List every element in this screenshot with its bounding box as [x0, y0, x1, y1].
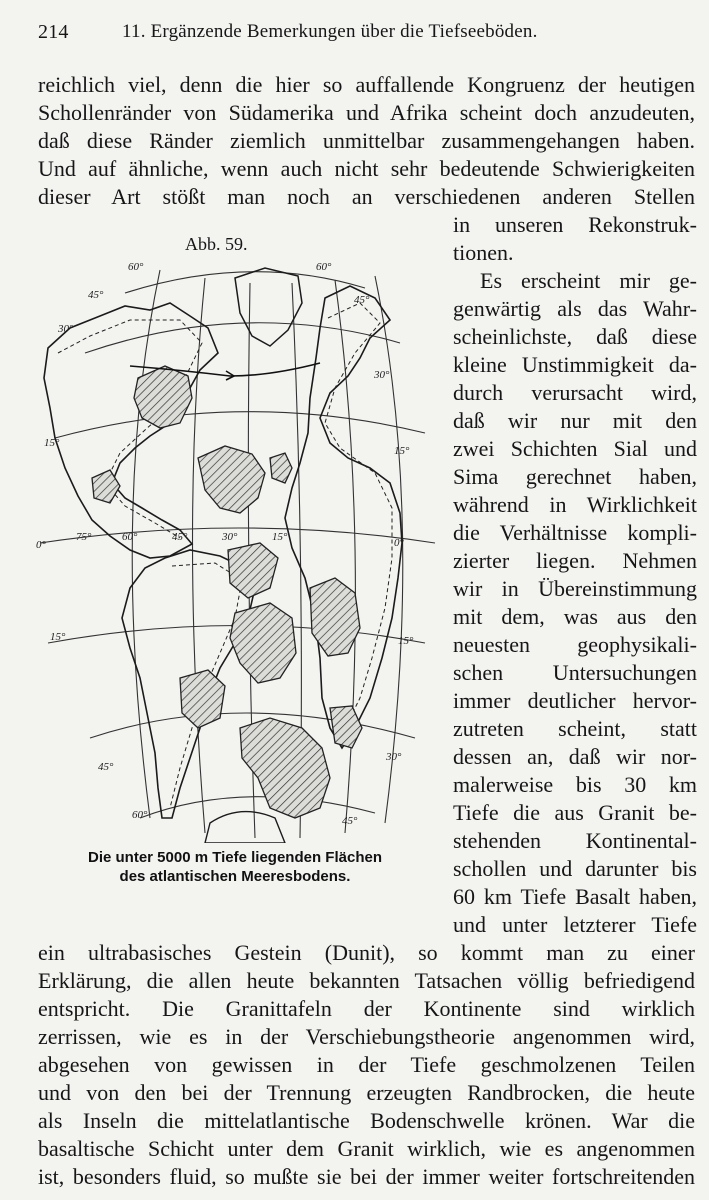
text-line: durch verursacht wird, [453, 380, 697, 405]
caption-line: des atlantischen Meeresbodens. [119, 868, 351, 885]
page-header [38, 18, 678, 46]
parallel-line [40, 528, 435, 543]
text-line: in unseren Rekonstruk- [453, 212, 697, 237]
deep-sea-area [230, 603, 296, 683]
tick-label: 45° [88, 289, 104, 301]
tick-label: 0° [36, 539, 46, 551]
text-line: dieser Art stößt man noch an verschiedenen anderen Stellen [38, 184, 695, 209]
text-line: reichlich viel, denn die hier so auffallende Kongruenz der heutigen [38, 72, 695, 97]
tick-label: 45° [98, 761, 114, 773]
text-line: scheinlichste, daß diese [453, 324, 697, 349]
tick-label: 60° [316, 261, 332, 273]
text-line: malerweise bis 30 km [453, 772, 697, 797]
parallel-line [85, 323, 400, 353]
deep-sea-area [270, 453, 292, 483]
text-line: kleine Unstimmigkeit da- [453, 352, 697, 377]
deep-sea-area [198, 446, 265, 513]
tick-label: 15° [44, 437, 60, 449]
atlantic-map [30, 258, 445, 843]
text-line: zierter liegen. Nehmen [453, 548, 697, 573]
text-line: entspricht. Die Granittafeln der Kontinente sind wirklich [38, 996, 695, 1021]
text-line: als Inseln die mittelatlantische Bodenschwelle krönen. War die [38, 1108, 695, 1133]
caption-line: Die unter 5000 m Tiefe liegenden Flächen [88, 849, 382, 866]
text-line: Schollenränder von Südamerika und Afrika scheint doch anzudeuten, [38, 100, 695, 125]
text-line: genwärtig als das Wahr- [453, 296, 697, 321]
tick-label: 0° [394, 537, 404, 549]
meridian-line [335, 280, 355, 833]
tick-label: 30° [374, 369, 390, 381]
deep-sea-area [228, 543, 278, 598]
text-line: mit dem, was aus den [453, 604, 697, 629]
tick-label: 30° [222, 531, 238, 543]
meridian-line [132, 270, 160, 818]
running-title: 11. Ergänzende Bemerkungen über die Tiefseeböden. [122, 21, 538, 42]
page-number: 214 [38, 21, 69, 43]
text-line: und unter letzterer Tiefe [453, 912, 697, 937]
text-line: zerrissen, wie es in der Verschiebungstheorie angenommen wird, [38, 1024, 695, 1049]
text-line: daß wir nur mit den [453, 408, 697, 433]
text-line: daß diese Ränder ziemlich unmittelbar zusammengehangen haben. [38, 128, 695, 153]
text-line: dessen an, daß wir nor- [453, 744, 697, 769]
text-line: die Verhältnisse kompli- [453, 520, 697, 545]
deep-sea-area [180, 670, 225, 728]
tick-label: 30° [386, 751, 402, 763]
text-line: Tiefe die aus Granit be- [453, 800, 697, 825]
text-line: zutreten scheint, statt [453, 716, 697, 741]
text-line: tionen. [453, 240, 514, 265]
tick-label: 45° [342, 815, 358, 827]
deep-sea-area [134, 366, 192, 428]
tick-label: 15° [394, 445, 410, 457]
text-line: immer deutlicher hervor- [453, 688, 697, 713]
tick-label: 60° [128, 261, 144, 273]
text-line: ist, besonders fluid, so mußte sie bei der immer weiter fortschreitenden [38, 1164, 695, 1189]
tick-label: 15° [272, 531, 288, 543]
greenland-coast [235, 268, 302, 346]
meridian-line [375, 276, 403, 823]
parallel-line [55, 412, 425, 438]
figure-label: Abb. 59. [185, 234, 248, 254]
parallel-lines [40, 272, 435, 818]
text-line: Und auf ähnliche, wenn auch nicht sehr bedeutende Schwierigkeiten [38, 156, 695, 181]
tick-label: 45° [354, 294, 370, 306]
text-line: Erklärung, die allen heute bekannten Tatsachen völlig befriedigend [38, 968, 695, 993]
text-line: Es erscheint mir ge- [480, 268, 697, 293]
text-line: schollen und darunter bis [453, 856, 697, 881]
deep-sea-area [330, 706, 362, 748]
tick-label: 75° [76, 531, 92, 543]
tick-label: 15° [398, 635, 414, 647]
antarctic-coast [205, 812, 285, 843]
figure-caption [38, 848, 432, 886]
tick-label: 15° [50, 631, 66, 643]
text-line: ein ultrabasisches Gestein (Dunit), so kommt man zu einer [38, 940, 695, 965]
text-line: während in Wirklichkeit [453, 492, 697, 517]
text-line: abgesehen von gewissen in der Tiefe geschmolzenen Teilen [38, 1052, 695, 1077]
tick-label: 45° [172, 531, 188, 543]
text-line: schen Untersuchungen [453, 660, 697, 685]
atlantic-map-svg [30, 258, 445, 843]
text-line: und von den bei der Trennung erzeugten Randbrocken, die heute [38, 1080, 695, 1105]
north-america-coast [44, 303, 218, 558]
tick-label: 60° [132, 809, 148, 821]
text-line: stehenden Kontinental- [453, 828, 697, 853]
text-line: zwei Schichten Sial und [453, 436, 697, 461]
text-line: neuesten geophysikali- [453, 632, 697, 657]
tick-label: 30° [58, 323, 74, 335]
africa-shelf [325, 303, 392, 728]
text-line: wir in Übereinstimmung [453, 576, 697, 601]
text-line: Sima gerechnet haben, [453, 464, 697, 489]
meridian-line [193, 278, 206, 833]
north-america-shelf [58, 320, 202, 538]
text-line: basaltische Schicht unter dem Granit wirklich, wie es angenommen [38, 1136, 695, 1161]
text-line: 60 km Tiefe Basalt haben, [453, 884, 697, 909]
tick-label: 60° [122, 531, 138, 543]
